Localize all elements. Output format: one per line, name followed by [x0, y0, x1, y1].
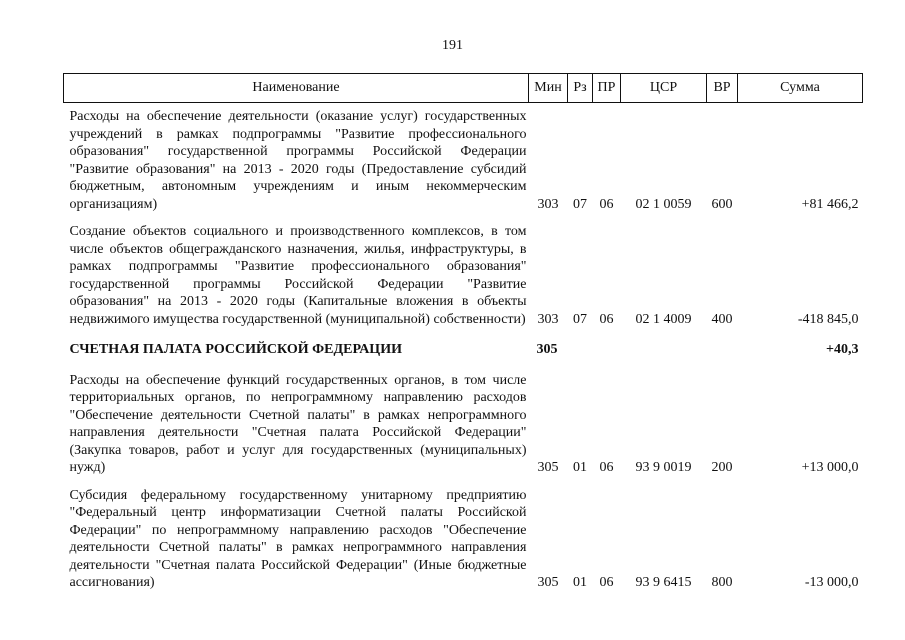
- row-csr: 02 1 4009: [635, 311, 692, 327]
- row-pr: 06: [599, 575, 614, 590]
- table-header: [64, 74, 863, 103]
- row-name: Расходы на обеспечение функций государственных органов, в том числе территориальных органов, по непрограммному направлению расходов "Обеспечение деятельности Счетной палаты" в рамках непрограммного направления деятельности "Счетная палата Российской Федерации" (Закупка товаров, работ и услуг для государственных (муниципальных) нужд): [69, 372, 527, 475]
- table-row: [64, 103, 863, 219]
- row-pr: 06: [599, 196, 614, 212]
- header-name: Наименование: [64, 74, 529, 103]
- header-csr: ЦСР: [621, 74, 707, 103]
- header-row: [64, 74, 863, 103]
- budget-table: [63, 73, 863, 597]
- row-min: 305: [536, 342, 558, 357]
- header-min: Мин: [529, 74, 568, 103]
- row-sum: +13 000,0: [801, 460, 859, 475]
- row-pr: 06: [599, 460, 614, 475]
- row-name: Расходы на обеспечение деятельности (оказание услуг) государственных учреждений в рамках подпрограммы "Развитие профессионального образования" государственной программы Российской Федерации "Развитие образования" на 2013 - 2020 годы (Предоставление субсидий бюджетным, автономным учреждениям и иным некоммерческим организациям): [69, 109, 527, 212]
- row-rz: 07: [573, 311, 587, 327]
- table-row: [64, 367, 863, 482]
- row-sum: +81 466,2: [801, 196, 859, 212]
- row-vr: 800: [711, 575, 733, 590]
- page-number: 191: [442, 38, 463, 53]
- row-csr: 93 9 6415: [635, 575, 692, 590]
- table-row-organization: [64, 333, 863, 367]
- row-vr: 200: [711, 460, 733, 475]
- row-vr: 600: [711, 196, 733, 212]
- row-min: 305: [537, 460, 559, 475]
- row-min: 303: [537, 311, 559, 327]
- row-rz: 07: [573, 196, 587, 212]
- row-vr: 400: [711, 311, 733, 327]
- row-csr: 02 1 0059: [635, 196, 692, 212]
- row-name: СЧЕТНАЯ ПАЛАТА РОССИЙСКОЙ ФЕДЕРАЦИИ: [69, 342, 402, 357]
- row-rz: 01: [573, 460, 587, 475]
- row-name: Создание объектов социального и производственного комплексов, в том числе объектов общегражданского назначения, жилья, инфраструктуры, в рамках подпрограммы "Развитие профессионального образования" государственной программы Российской Федерации "Развитие образования" на 2013 - 2020 годы (Капитальные вложения в объекты недвижимого имущества государственной (муниципальной) собственности): [69, 224, 527, 327]
- row-rz: [568, 333, 593, 367]
- row-rz: 01: [573, 575, 587, 590]
- table-row: [64, 218, 863, 333]
- row-csr: 93 9 0019: [635, 460, 692, 475]
- row-min: 303: [537, 196, 559, 212]
- row-pr: 06: [599, 311, 614, 327]
- row-pr: [593, 333, 621, 367]
- row-sum: -13 000,0: [804, 575, 859, 590]
- row-name: Субсидия федеральному государственному унитарному предприятию "Федеральный центр информатизации Счетной палаты Российской Федерации" по непрограммному направлению расходов "Обеспечение деятельности Счетной палаты" в рамках непрограммного направления деятельности "Счетная палата Российской Федерации" (Иные бюджетные ассигнования): [69, 487, 527, 590]
- table-body: [64, 103, 863, 597]
- row-csr: [621, 333, 707, 367]
- row-sum: -418 845,0: [797, 311, 859, 327]
- row-min: 305: [537, 575, 559, 590]
- header-pr: ПР: [593, 74, 621, 103]
- header-rz: Рз: [568, 74, 593, 103]
- row-vr: [707, 333, 738, 367]
- header-vr: ВР: [707, 74, 738, 103]
- header-sum: Сумма: [738, 74, 863, 103]
- table-row: [64, 482, 863, 597]
- row-sum: +40,3: [826, 342, 859, 357]
